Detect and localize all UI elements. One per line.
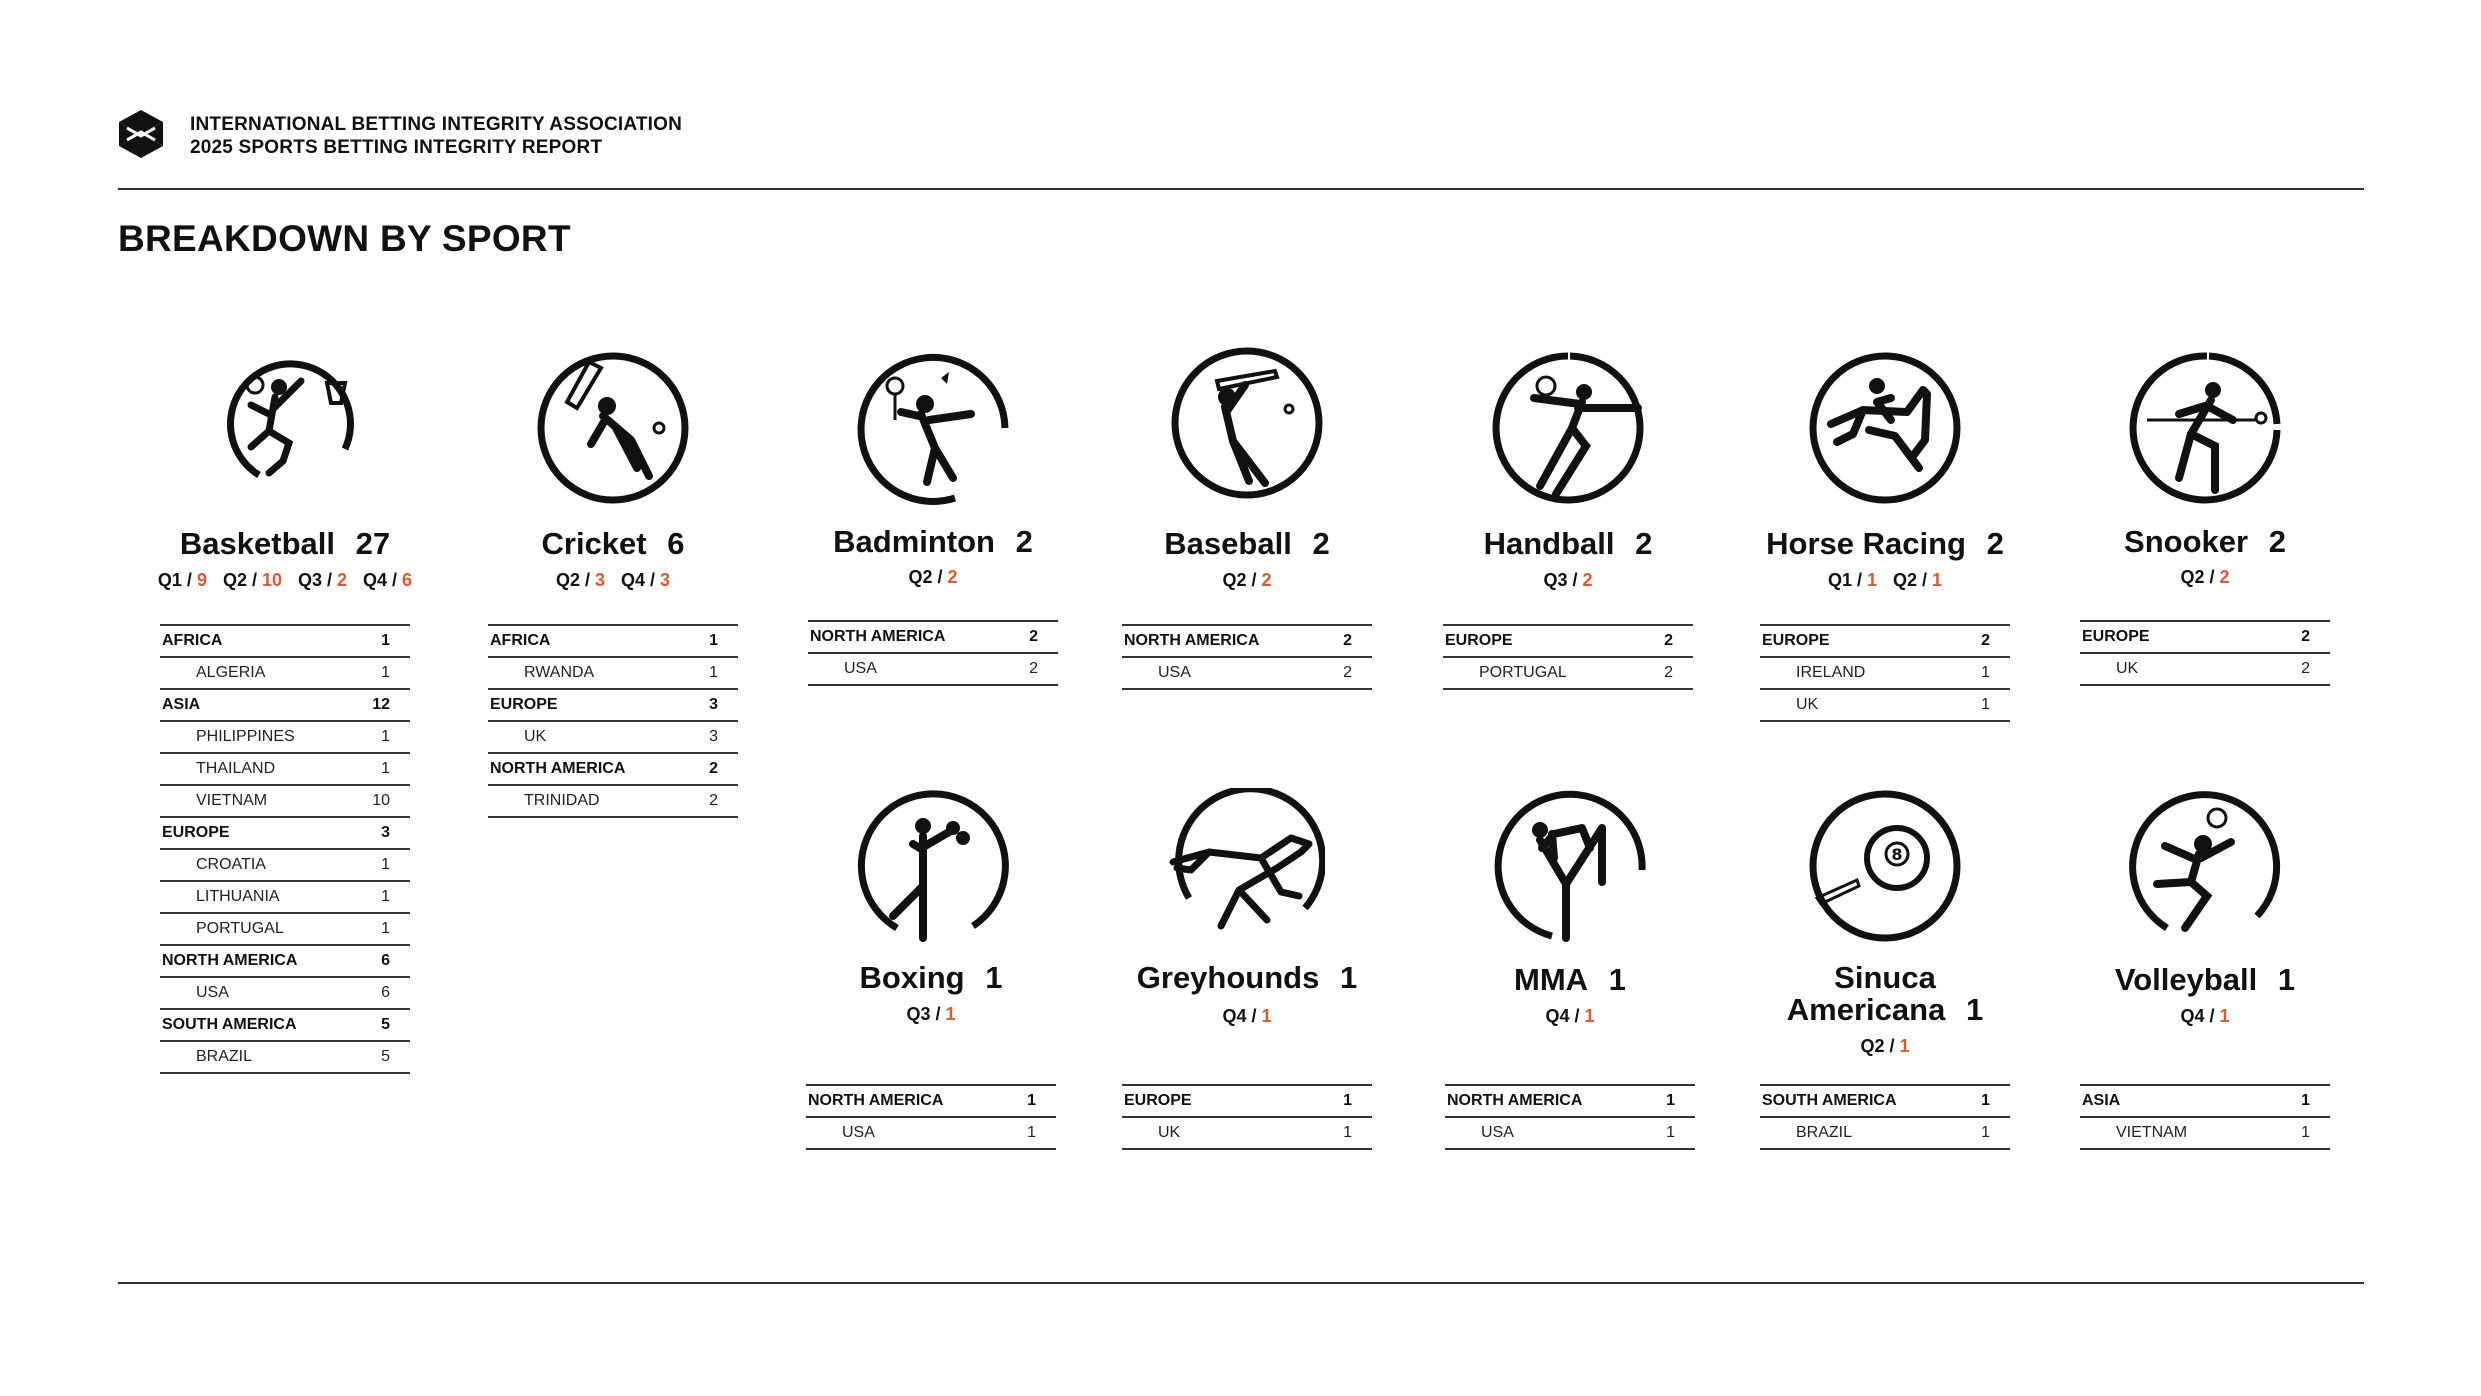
- quarter-item: [906, 1004, 955, 1024]
- region-name: SOUTH AMERICA: [1762, 1092, 1897, 1109]
- sport-title: [130, 528, 440, 560]
- quarter-value: 2: [1261, 570, 1272, 590]
- sport-total: 2: [1986, 526, 2004, 561]
- country-count: 2: [1664, 664, 1673, 681]
- quarter-value: 6: [402, 570, 413, 590]
- sport-total: 1: [1608, 962, 1626, 997]
- region-table: [488, 624, 738, 818]
- quarter-label: Q2 /: [1893, 570, 1933, 590]
- country-name: UK: [1158, 1124, 1181, 1141]
- region-count: 2: [1664, 632, 1673, 649]
- sport-name: Volleyball: [2114, 962, 2258, 997]
- quarter-value: 2: [1582, 570, 1593, 590]
- country-name: PORTUGAL: [1479, 664, 1567, 681]
- region-count: 1: [1666, 1092, 1675, 1109]
- country-name: USA: [196, 984, 229, 1001]
- country-count: 1: [1981, 696, 1990, 713]
- quarter-label: Q4 /: [621, 570, 661, 590]
- report-title: 2025 SPORTS BETTING INTEGRITY REPORT: [190, 137, 603, 158]
- country-name: VIETNAM: [2116, 1124, 2188, 1141]
- sport-name: Greyhounds: [1136, 960, 1320, 995]
- sport-title: [1730, 962, 2040, 1026]
- greyhound-icon: [1169, 788, 1325, 944]
- sport-title: [458, 528, 768, 560]
- country-row: [160, 658, 410, 690]
- country-row: [160, 754, 410, 786]
- sport-title: [1415, 964, 1725, 996]
- sport-name: Snooker: [2124, 524, 2249, 559]
- quarter-value: 9: [196, 570, 207, 590]
- region-row: [1445, 1086, 1695, 1118]
- sport-total: 1: [1965, 992, 1984, 1027]
- quarter-value: 2: [337, 570, 348, 590]
- quarter-label: Q1 /: [1827, 570, 1867, 590]
- quarter-label: Q3 /: [298, 570, 338, 590]
- quarter-breakdown: [448, 570, 778, 591]
- sport-name: Horse Racing: [1766, 526, 1966, 561]
- region-row: [488, 690, 738, 722]
- sport-total: 2: [2268, 524, 2286, 559]
- sport-total: 1: [1339, 960, 1358, 995]
- sport-total: 1: [985, 960, 1003, 995]
- quarter-breakdown: [120, 570, 450, 591]
- sport-card: [1122, 0, 1372, 1396]
- country-count: 2: [2301, 660, 2310, 677]
- quarter-item: [1860, 1036, 1909, 1056]
- sport-name: Badminton: [833, 524, 995, 559]
- country-row: [160, 978, 410, 1010]
- region-name: NORTH AMERICA: [808, 1092, 944, 1109]
- quarter-breakdown: [1720, 1036, 2050, 1057]
- region-row: [1122, 1086, 1372, 1118]
- country-count: 5: [381, 1048, 390, 1065]
- svg-text:8: 8: [1891, 845, 1903, 864]
- cricket-icon: [535, 350, 691, 506]
- sport-card: [1760, 0, 2010, 1396]
- quarter-value: 2: [2219, 567, 2230, 587]
- region-name: NORTH AMERICA: [1124, 632, 1260, 649]
- quarter-value: 1: [1899, 1036, 1910, 1056]
- country-name: TRINIDAD: [524, 792, 600, 809]
- sport-card: [2080, 0, 2330, 1396]
- region-table: [1445, 1084, 1695, 1150]
- region-row: [160, 690, 410, 722]
- country-row: [488, 786, 738, 818]
- region-count: 6: [381, 952, 390, 969]
- country-count: 1: [1343, 1124, 1352, 1141]
- quarter-label: Q2 /: [908, 567, 948, 587]
- country-count: 10: [372, 792, 390, 809]
- sport-name: Basketball: [179, 526, 335, 561]
- country-row: [160, 722, 410, 754]
- sport-total: 2: [1635, 526, 1653, 561]
- country-row: [806, 1118, 1056, 1150]
- region-name: SOUTH AMERICA: [162, 1016, 297, 1033]
- region-name: EUROPE: [1762, 632, 1830, 649]
- country-name: IRELAND: [1796, 664, 1866, 681]
- country-row: [160, 882, 410, 914]
- quarter-item: [556, 570, 605, 590]
- country-name: USA: [1481, 1124, 1514, 1141]
- country-name: CROATIA: [196, 856, 266, 873]
- quarter-breakdown: [1082, 1006, 1412, 1027]
- country-name: UK: [1796, 696, 1819, 713]
- region-count: 5: [381, 1016, 390, 1033]
- country-name: UK: [2116, 660, 2139, 677]
- country-row: [160, 914, 410, 946]
- page-title: BREAKDOWN BY SPORT: [118, 218, 571, 259]
- quarter-label: Q3 /: [1543, 570, 1583, 590]
- quarter-value: 1: [1866, 570, 1877, 590]
- region-name: EUROPE: [162, 824, 230, 841]
- sport-card: [157, 0, 413, 1396]
- region-count: 2: [709, 760, 718, 777]
- region-row: [160, 626, 410, 658]
- region-count: 2: [1029, 628, 1038, 645]
- sport-name: MMA: [1514, 962, 1589, 997]
- sport-name: Handball: [1483, 526, 1615, 561]
- country-name: THAILAND: [196, 760, 276, 777]
- quarter-value: 2: [947, 567, 958, 587]
- region-name: EUROPE: [1445, 632, 1513, 649]
- country-name: PORTUGAL: [196, 920, 284, 937]
- country-row: [160, 850, 410, 882]
- region-name: EUROPE: [490, 696, 558, 713]
- country-name: UK: [524, 728, 547, 745]
- quarter-breakdown: [1405, 1006, 1735, 1027]
- quarter-label: Q2 /: [555, 570, 595, 590]
- quarter-item: [2180, 1006, 2229, 1026]
- country-count: 2: [1029, 660, 1038, 677]
- region-name: NORTH AMERICA: [810, 628, 946, 645]
- sport-name: Boxing: [859, 960, 965, 995]
- region-count: 1: [1027, 1092, 1036, 1109]
- region-row: [488, 754, 738, 786]
- quarter-value: 1: [2219, 1006, 2230, 1026]
- country-name: USA: [842, 1124, 875, 1141]
- country-count: 1: [1981, 664, 1990, 681]
- country-row: [488, 658, 738, 690]
- country-count: 1: [1666, 1124, 1675, 1141]
- quarter-value: 1: [1261, 1006, 1272, 1026]
- quarter-label: Q2 /: [1222, 570, 1262, 590]
- quarter-value: 3: [594, 570, 605, 590]
- region-count: 3: [709, 696, 718, 713]
- quarter-label: Q4 /: [1222, 1006, 1262, 1026]
- quarter-value: 1: [1932, 570, 1943, 590]
- country-row: [160, 786, 410, 818]
- quarter-item: [1545, 1006, 1594, 1026]
- country-count: 1: [381, 728, 390, 745]
- region-row: [160, 1010, 410, 1042]
- region-row: [160, 946, 410, 978]
- quarter-label: Q1 /: [157, 570, 197, 590]
- region-count: 1: [1343, 1092, 1352, 1109]
- sport-total: 2: [1015, 524, 1033, 559]
- country-row: [488, 722, 738, 754]
- organization-name: INTERNATIONAL BETTING INTEGRITY ASSOCIATION: [190, 114, 683, 135]
- region-count: 2: [2301, 628, 2310, 645]
- country-count: 6: [381, 984, 390, 1001]
- country-count: 1: [709, 664, 718, 681]
- region-name: AFRICA: [162, 632, 223, 649]
- region-name: NORTH AMERICA: [490, 760, 626, 777]
- region-count: 1: [2301, 1092, 2310, 1109]
- country-count: 2: [1343, 664, 1352, 681]
- region-name: ASIA: [2082, 1092, 2121, 1109]
- sport-total: 2: [1312, 526, 1330, 561]
- region-count: 12: [372, 696, 390, 713]
- quarter-item: [1222, 1006, 1271, 1026]
- country-count: 1: [381, 664, 390, 681]
- country-name: USA: [844, 660, 877, 677]
- region-row: [160, 818, 410, 850]
- quarter-label: Q3 /: [906, 1004, 946, 1024]
- region-table: [160, 624, 410, 1074]
- country-name: USA: [1158, 664, 1191, 681]
- region-count: 2: [1343, 632, 1352, 649]
- country-name: VIETNAM: [196, 792, 268, 809]
- region-row: [806, 1086, 1056, 1118]
- country-count: 1: [381, 888, 390, 905]
- country-count: 1: [381, 920, 390, 937]
- basketball-icon: [207, 345, 363, 501]
- country-row: [1122, 1118, 1372, 1150]
- country-row: [1760, 1118, 2010, 1150]
- region-count: 1: [381, 632, 390, 649]
- region-count: 1: [709, 632, 718, 649]
- sport-card: [488, 0, 738, 1396]
- country-row: [2080, 1118, 2330, 1150]
- region-table: [806, 1084, 1056, 1150]
- region-table: [2080, 1084, 2330, 1150]
- country-name: BRAZIL: [1796, 1124, 1853, 1141]
- region-row: [2080, 1086, 2330, 1118]
- pool-ball-icon: [1807, 788, 1963, 944]
- quarter-item: [298, 570, 347, 590]
- quarter-label: Q4 /: [2180, 1006, 2220, 1026]
- quarter-item: [223, 570, 282, 590]
- sport-title: [776, 962, 1086, 994]
- country-name: RWANDA: [524, 664, 595, 681]
- quarter-value: 3: [660, 570, 671, 590]
- quarter-value: 1: [945, 1004, 956, 1024]
- region-count: 1: [1981, 1092, 1990, 1109]
- sport-card: [806, 0, 1056, 1396]
- country-count: 2: [709, 792, 718, 809]
- sport-title: [2050, 964, 2360, 996]
- country-name: BRAZIL: [196, 1048, 253, 1065]
- sport-total: 6: [667, 526, 685, 561]
- country-row: [160, 1042, 410, 1074]
- sport-total: 1: [2277, 962, 2296, 997]
- country-name: PHILIPPINES: [196, 728, 295, 745]
- sport-total: 27: [355, 526, 391, 561]
- country-name: LITHUANIA: [196, 888, 280, 905]
- country-count: 3: [709, 728, 718, 745]
- region-count: 2: [1981, 632, 1990, 649]
- region-name: NORTH AMERICA: [1447, 1092, 1583, 1109]
- quarter-item: [363, 570, 412, 590]
- quarter-value: 10: [261, 570, 282, 590]
- region-name: EUROPE: [2082, 628, 2150, 645]
- quarter-label: Q4 /: [363, 570, 403, 590]
- quarter-label: Q4 /: [1545, 1006, 1585, 1026]
- quarter-item: [158, 570, 207, 590]
- ibia-logo-icon: [117, 109, 165, 159]
- sport-card: [1445, 0, 1695, 1396]
- sport-title: [1092, 962, 1402, 994]
- quarter-label: Q2 /: [2180, 567, 2220, 587]
- region-name: AFRICA: [490, 632, 551, 649]
- country-row: [1445, 1118, 1695, 1150]
- boxing-icon: [853, 788, 1009, 944]
- region-row: [488, 626, 738, 658]
- quarter-item: [621, 570, 670, 590]
- quarter-breakdown: [766, 1004, 1096, 1025]
- quarter-breakdown: [2040, 1006, 2370, 1027]
- country-count: 1: [1027, 1124, 1036, 1141]
- quarter-value: 1: [1584, 1006, 1595, 1026]
- quarter-label: Q2 /: [1860, 1036, 1900, 1056]
- sport-name: Sinuca Americana: [1786, 960, 1946, 1027]
- mma-icon: [1492, 788, 1648, 944]
- region-count: 3: [381, 824, 390, 841]
- region-name: ASIA: [162, 696, 201, 713]
- sport-name: Cricket: [541, 526, 647, 561]
- region-table: [1760, 1084, 2010, 1150]
- country-name: ALGERIA: [196, 664, 266, 681]
- region-name: NORTH AMERICA: [162, 952, 298, 969]
- quarter-label: Q2 /: [222, 570, 262, 590]
- country-count: 1: [1981, 1124, 1990, 1141]
- country-count: 1: [2301, 1124, 2310, 1141]
- sport-name: Baseball: [1164, 526, 1292, 561]
- region-row: [1760, 1086, 2010, 1118]
- volleyball-icon: [2127, 788, 2283, 944]
- country-count: 1: [381, 856, 390, 873]
- region-table: [1122, 1084, 1372, 1150]
- region-name: EUROPE: [1124, 1092, 1192, 1109]
- country-count: 1: [381, 760, 390, 777]
